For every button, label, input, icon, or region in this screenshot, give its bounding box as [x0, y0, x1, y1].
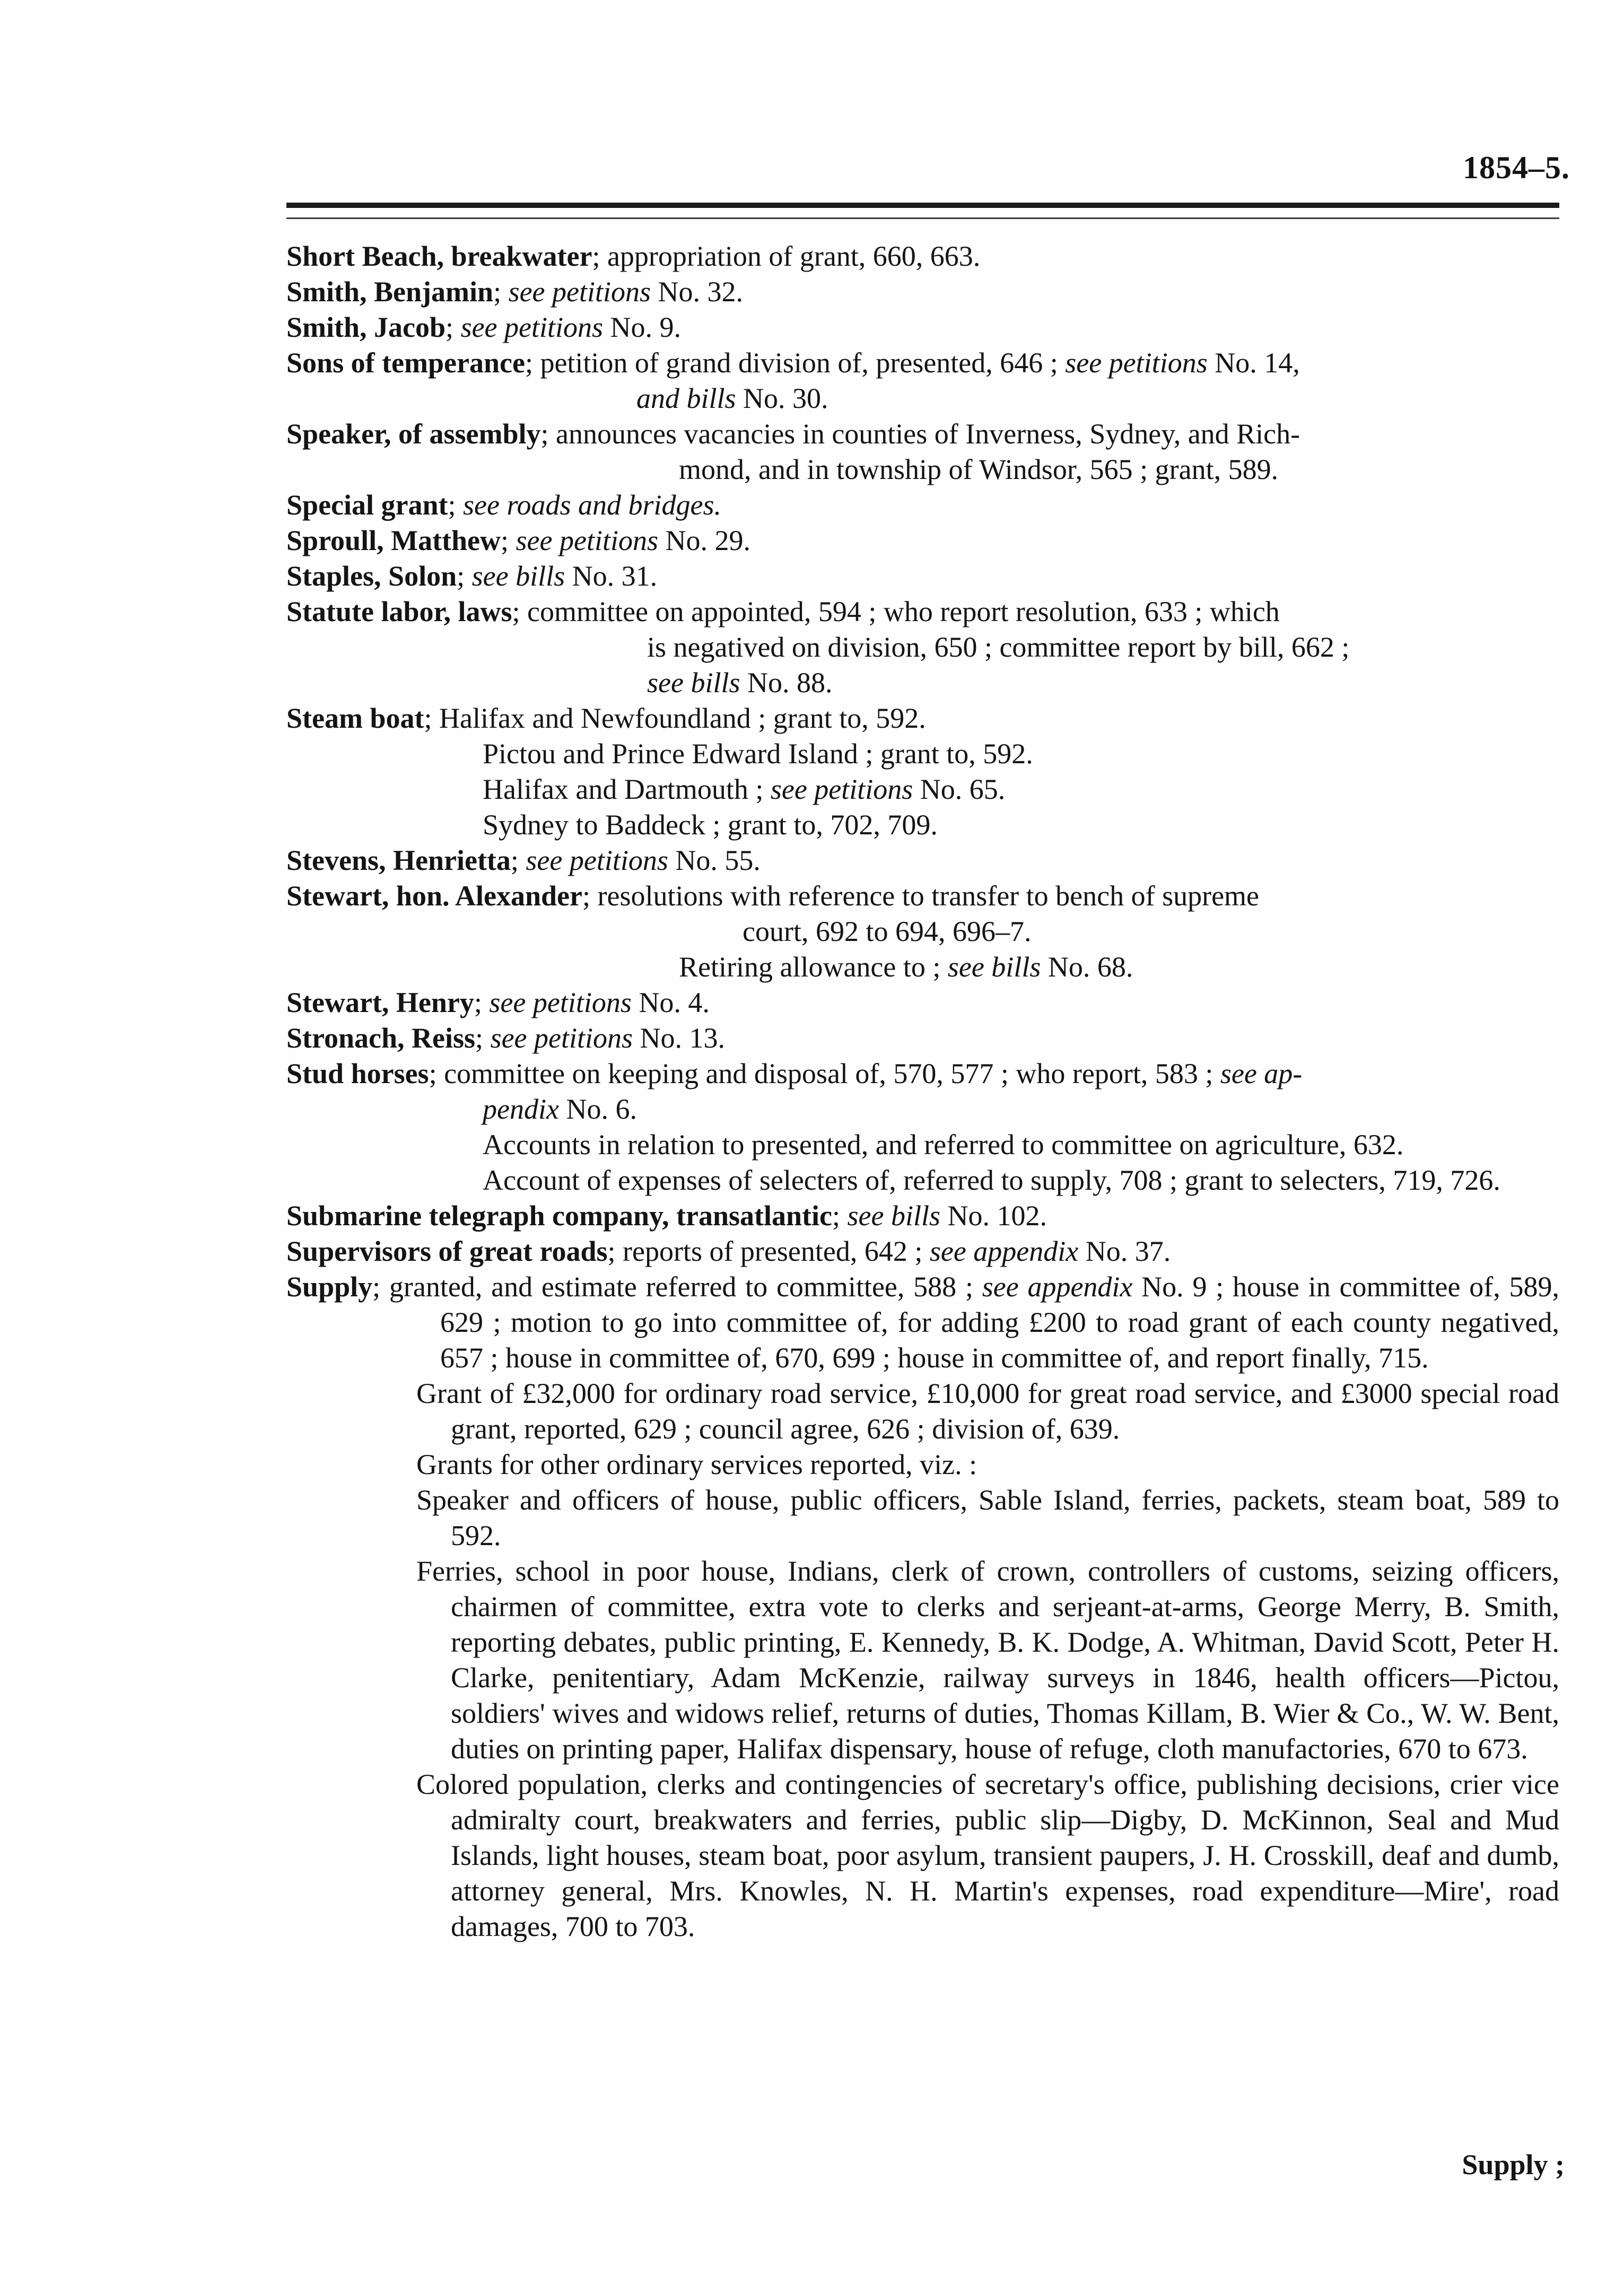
entry-reference: see petitions [489, 987, 632, 1018]
entry-text: ; reports of presented, 642 ; [607, 1235, 930, 1267]
entry-heading: Special grant [286, 489, 448, 521]
index-entry [286, 559, 1559, 594]
entry-text: ; [510, 844, 526, 876]
index-entry [286, 523, 1559, 559]
entry-subentry [286, 1163, 1559, 1198]
index-entry [286, 843, 1559, 878]
index-entry [286, 487, 1559, 523]
entry-subentry: Speaker and officers of house, public officers, Sable Island, ferries, packets, steam boat, 589 to 592. [416, 1484, 1559, 1551]
entry-heading: Smith, Benjamin [286, 276, 494, 308]
entry-continuation: is negatived on division, 650 ; committee report by bill, 662 ; [647, 631, 1350, 663]
entry-heading: Short Beach, breakwater [286, 240, 592, 272]
entry-continuation [286, 381, 1559, 416]
entry-text: ; [474, 987, 490, 1018]
entry-subentry: Grants for other ordinary services reported, viz. : [416, 1449, 977, 1480]
index-entry [286, 1056, 1559, 1198]
entry-reference: see ap- [1220, 1058, 1303, 1089]
entry-number: No. 31. [565, 560, 658, 592]
entry-heading: Submarine telegraph company, transatlantic [286, 1200, 833, 1232]
entry-text: ; granted, and estimate referred to committee, 588 ; [372, 1271, 982, 1303]
header-rule-thick [286, 203, 1559, 208]
entry-heading: Stewart, Henry [286, 987, 474, 1018]
index-entry [286, 310, 1559, 345]
entry-reference: see appendix [982, 1271, 1133, 1303]
entry-heading: Supervisors of great roads [286, 1235, 608, 1267]
entry-subentry: Ferries, school in poor house, Indians, clerk of crown, controllers of customs, seizing officers, chairmen of committee, extra vote to clerks and serjeant-at-arms, George Merry, B. Smith, reporting debates, public printing, E. Kennedy, B. K. Dodge, A. Whitman, David Scott, Peter H. Clarke, penitentiary, Adam McKenzie, railway surveys in 1846, health officers—Pictou, soldiers' wives and widows relief, returns of duties, Thomas Killam, B. Wier & Co., W. W. Bent, duties on printing paper, Halifax dispensary, house of refuge, cloth manufactories, 670 to 673. [416, 1555, 1559, 1765]
index-entry [286, 701, 1559, 843]
entry-subentry: Grant of £32,000 for ordinary road service, £10,000 for great road service, and £3000 special road grant, reported, 629 ; council agree, 626 ; division of, 639. [416, 1377, 1559, 1445]
entry-heading: Statute labor, laws [286, 596, 512, 627]
index-entry [286, 594, 1559, 701]
page-header-year: 1854–5. [1463, 150, 1570, 185]
entry-heading: Stronach, Reiss [286, 1022, 476, 1054]
index-entry [286, 1269, 1559, 1376]
entry-heading: Smith, Jacob [286, 311, 446, 343]
entry-reference: see petitions [1065, 347, 1208, 379]
entry-text: Retiring allowance to ; [679, 951, 948, 983]
entry-reference: see petitions [508, 276, 651, 308]
entry-number: No. 55. [668, 844, 761, 876]
entry-reference: see petitions [526, 844, 668, 876]
entry-subentry [286, 1127, 1559, 1163]
entry-reference: see bills [472, 560, 565, 592]
entry-text: ; [448, 489, 464, 521]
entry-continuation [286, 1092, 1559, 1127]
entry-reference: see bills [647, 667, 740, 699]
entry-subentry: Pictou and Prince Edward Island ; grant to, 592. [483, 738, 1033, 770]
entry-text: ; [446, 311, 461, 343]
entry-text: ; petition of grand division of, presented, 646 ; [525, 347, 1066, 379]
entry-text: ; [501, 525, 516, 556]
entry-number: No. 29. [658, 525, 750, 556]
entry-subentry: Sydney to Baddeck ; grant to, 702, 709. [483, 809, 938, 841]
entry-number: No. 14, [1207, 347, 1300, 379]
entry-continuation: mond, and in township of Windsor, 565 ; grant, 589. [679, 454, 1279, 485]
catchword: Supply ; [1462, 2149, 1565, 2181]
entry-number: No. 9. [603, 311, 682, 343]
entry-subentry: Colored population, clerks and contingencies of secretary's office, publishing decisions, crier vice admiralty court, breakwaters and ferries, public slip—Digby, D. McKinnon, Seal and Mud Islands, light houses, steam boat, poor asylum, transient paupers, J. H. Crosskill, deaf and dumb, attorney general, Mrs. Knowles, N. H. Martin's expenses, road expenditure—Mire', road damages, 700 to 703. [416, 1768, 1559, 1942]
index-entry [286, 239, 1559, 274]
header-rule-thin [286, 217, 1559, 219]
entry-reference: see petitions [460, 311, 604, 343]
entry-reference: see petitions [516, 525, 658, 556]
entry-text: ; committee on appointed, 594 ; who report resolution, 633 ; which [512, 596, 1280, 627]
entry-text: ; resolutions with reference to transfer to bench of supreme [582, 880, 1260, 912]
index-entry [286, 985, 1559, 1021]
entry-number: No. 6. [558, 1093, 637, 1125]
entry-text: ; [493, 276, 509, 308]
entry-reference: see bills [947, 951, 1041, 983]
entry-continuation [286, 665, 1559, 701]
entry-heading: Stud horses [286, 1058, 429, 1089]
entry-heading: Steam boat [286, 702, 424, 734]
entry-subentry [286, 772, 1559, 807]
entry-text: ; Halifax and Newfoundland ; grant to, 592. [424, 702, 926, 734]
entry-number: No. 32. [651, 276, 744, 308]
entry-continuation: court, 692 to 694, 696–7. [743, 915, 1032, 947]
index-entry [286, 345, 1559, 416]
entry-text: ; announces vacancies in counties of Inverness, Sydney, and Rich- [540, 418, 1300, 450]
entry-reference: see roads and bridges. [463, 489, 721, 521]
entry-number: No. 13. [633, 1022, 726, 1054]
entry-text: ; [475, 1022, 491, 1054]
entry-number: No. 102. [940, 1200, 1047, 1232]
entry-text: Account of expenses of selecters of, referred to supply, 708 ; grant to selecters, 719, 726. [483, 1164, 1500, 1196]
index-entry [286, 1234, 1559, 1269]
entry-heading: Stewart, hon. Alexander [286, 880, 582, 912]
entry-number: No. 88. [740, 667, 833, 699]
entry-text: ; [457, 560, 472, 592]
entry-number: No. 4. [631, 987, 710, 1018]
entry-text: ; committee on keeping and disposal of, 570, 577 ; who report, 583 ; [429, 1058, 1220, 1089]
index-entries [286, 239, 1559, 1944]
entry-reference: see bills [847, 1200, 941, 1232]
entry-reference: see petitions [770, 773, 913, 805]
entry-text: ; [832, 1200, 848, 1232]
index-entry [286, 1198, 1559, 1234]
entry-heading: Staples, Solon [286, 560, 457, 592]
entry-reference: and bills [636, 382, 736, 414]
entry-text: Accounts in relation to presented, and referred to committee on agriculture, 632. [483, 1129, 1404, 1161]
index-entry [286, 416, 1559, 487]
entry-heading: Sons of temperance [286, 347, 525, 379]
entry-number: No. 65. [913, 773, 1006, 805]
entry-number: No. 68. [1041, 951, 1133, 983]
entry-continuation [286, 949, 1559, 985]
entry-text: Halifax and Dartmouth ; [483, 773, 771, 805]
entry-reference: see appendix [929, 1235, 1079, 1267]
entry-reference: pendix [483, 1093, 559, 1125]
entry-reference: see petitions [490, 1022, 633, 1054]
entry-heading: Speaker, of assembly [286, 418, 541, 450]
entry-heading: Supply [286, 1271, 373, 1303]
supply-subentries [286, 1376, 1559, 1944]
entry-number: No. 30. [736, 382, 828, 414]
entry-number: No. 9 ; house in committee of, 589, 629 ; motion to go into committee of, for adding £200 to road grant of each county negatived, 657 ; house in committee of, 670, 699 ; house in committee of, and report finally, 715. [440, 1271, 1559, 1374]
entry-number: No. 37. [1078, 1235, 1171, 1267]
entry-heading: Sproull, Matthew [286, 525, 501, 556]
index-entry [286, 878, 1559, 985]
index-entry [286, 1021, 1559, 1056]
index-entry [286, 274, 1559, 310]
entry-heading: Stevens, Henrietta [286, 844, 511, 876]
entry-text: ; appropriation of grant, 660, 663. [592, 240, 981, 272]
